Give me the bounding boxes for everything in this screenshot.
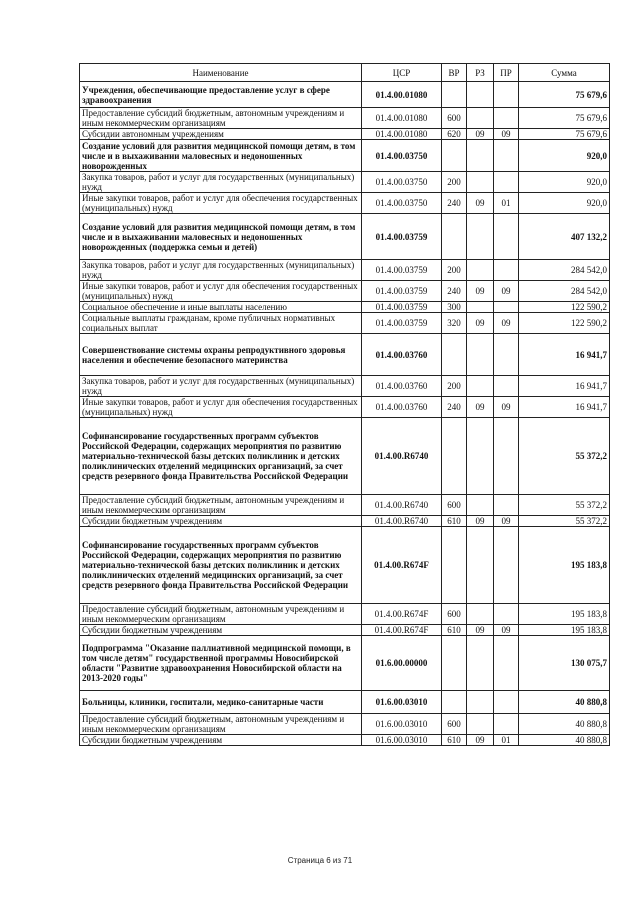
row-rz — [467, 376, 494, 397]
row-name: Создание условий для развития медицинской помощи детям, в том числе и в выхаживании маловесных и недоношенных новорожденных (поддержка семьи и детей) — [80, 214, 362, 260]
row-pr: 09 — [494, 516, 519, 527]
row-pr: 09 — [494, 625, 519, 636]
row-sum: 55 372,2 — [519, 495, 610, 516]
row-csr: 01.4.00.01080 — [362, 108, 442, 129]
row-vr: 600 — [442, 714, 467, 735]
row-rz: 09 — [467, 129, 494, 140]
header-pr: ПР — [494, 64, 519, 82]
row-name: Предоставление субсидий бюджетным, автономным учреждениям и иным некоммерческим организациям — [80, 495, 362, 516]
row-rz: 09 — [467, 281, 494, 302]
row-csr: 01.4.00.R674F — [362, 604, 442, 625]
table-row — [80, 140, 610, 172]
row-name: Социальное обеспечение и иные выплаты населению — [80, 302, 362, 313]
row-sum: 16 941,7 — [519, 334, 610, 376]
header-vr: ВР — [442, 64, 467, 82]
row-vr — [442, 691, 467, 714]
row-sum: 40 880,8 — [519, 714, 610, 735]
row-rz — [467, 418, 494, 495]
row-csr: 01.4.00.R674F — [362, 625, 442, 636]
row-rz — [467, 527, 494, 604]
row-pr: 09 — [494, 281, 519, 302]
row-pr — [494, 604, 519, 625]
row-vr — [442, 82, 467, 108]
row-pr — [494, 260, 519, 281]
table-row — [80, 193, 610, 214]
row-rz: 09 — [467, 193, 494, 214]
row-name: Софинансирование государственных программ субъектов Российской Федерации, содержащих мероприятия по развитию материально-технической базы детских поликлиник и детских поликлинических отделений медицинских организаций, за счет средств резервного фонда Правительства Российской Федерации — [80, 418, 362, 495]
row-csr: 01.4.00.R674F — [362, 527, 442, 604]
header-sum: Сумма — [519, 64, 610, 82]
row-name: Создание условий для развития медицинской помощи детям, в том числе и в выхаживании маловесных и недоношенных новорожденных — [80, 140, 362, 172]
row-pr: 01 — [494, 735, 519, 746]
row-csr: 01.6.00.03010 — [362, 735, 442, 746]
row-sum: 16 941,7 — [519, 376, 610, 397]
row-pr — [494, 108, 519, 129]
row-sum: 40 880,8 — [519, 691, 610, 714]
row-name: Социальные выплаты гражданам, кроме публичных нормативных социальных выплат — [80, 313, 362, 334]
row-name: Субсидии бюджетным учреждениям — [80, 625, 362, 636]
table-row — [80, 172, 610, 193]
row-vr: 240 — [442, 193, 467, 214]
table-row — [80, 334, 610, 376]
row-rz: 09 — [467, 625, 494, 636]
row-pr: 09 — [494, 313, 519, 334]
table-row — [80, 418, 610, 495]
row-name: Иные закупки товаров, работ и услуг для обеспечения государственных (муниципальных) нужд — [80, 193, 362, 214]
row-pr — [494, 82, 519, 108]
row-rz — [467, 172, 494, 193]
row-pr — [494, 334, 519, 376]
table-row — [80, 281, 610, 302]
row-rz — [467, 714, 494, 735]
row-sum: 75 679,6 — [519, 82, 610, 108]
row-csr: 01.4.00.R6740 — [362, 516, 442, 527]
row-rz: 09 — [467, 516, 494, 527]
row-csr: 01.4.00.03759 — [362, 313, 442, 334]
row-name: Субсидии бюджетным учреждениям — [80, 516, 362, 527]
row-vr: 200 — [442, 376, 467, 397]
row-rz — [467, 636, 494, 691]
row-name: Предоставление субсидий бюджетным, автономным учреждениям и иным некоммерческим организациям — [80, 714, 362, 735]
table-row — [80, 108, 610, 129]
row-csr: 01.6.00.00000 — [362, 636, 442, 691]
row-pr — [494, 140, 519, 172]
table-row — [80, 625, 610, 636]
row-name: Больницы, клиники, госпитали, медико-санитарные части — [80, 691, 362, 714]
row-pr: 01 — [494, 193, 519, 214]
row-rz: 09 — [467, 397, 494, 418]
page-footer: Страница 6 из 71 — [287, 856, 353, 865]
row-csr: 01.4.00.R6740 — [362, 495, 442, 516]
row-pr: 09 — [494, 397, 519, 418]
row-name: Закупка товаров, работ и услуг для государственных (муниципальных) нужд — [80, 260, 362, 281]
row-rz: 09 — [467, 313, 494, 334]
row-vr: 600 — [442, 604, 467, 625]
table-row — [80, 302, 610, 313]
row-sum: 920,0 — [519, 140, 610, 172]
row-vr: 610 — [442, 735, 467, 746]
table-row — [80, 82, 610, 108]
header-rz: РЗ — [467, 64, 494, 82]
row-pr — [494, 376, 519, 397]
row-rz — [467, 495, 494, 516]
table-row — [80, 691, 610, 714]
header-row — [80, 64, 610, 82]
row-sum: 16 941,7 — [519, 397, 610, 418]
row-sum: 920,0 — [519, 193, 610, 214]
row-pr — [494, 418, 519, 495]
row-pr — [494, 214, 519, 260]
row-vr: 240 — [442, 397, 467, 418]
table-row — [80, 636, 610, 691]
row-vr: 200 — [442, 172, 467, 193]
row-csr: 01.4.00.03759 — [362, 302, 442, 313]
row-vr: 320 — [442, 313, 467, 334]
row-sum: 40 880,8 — [519, 735, 610, 746]
row-vr: 300 — [442, 302, 467, 313]
table-row — [80, 604, 610, 625]
row-pr — [494, 636, 519, 691]
header-name: Наименование — [80, 64, 362, 82]
table-row — [80, 313, 610, 334]
row-rz — [467, 214, 494, 260]
row-vr — [442, 214, 467, 260]
row-name: Предоставление субсидий бюджетным, автономным учреждениям и иным некоммерческим организациям — [80, 604, 362, 625]
row-sum: 195 183,8 — [519, 625, 610, 636]
table-row — [80, 214, 610, 260]
row-vr: 600 — [442, 108, 467, 129]
table-row — [80, 129, 610, 140]
row-vr — [442, 527, 467, 604]
row-pr — [494, 714, 519, 735]
row-sum: 195 183,8 — [519, 527, 610, 604]
row-vr: 600 — [442, 495, 467, 516]
table-header — [80, 64, 610, 82]
table-row — [80, 527, 610, 604]
table-row — [80, 735, 610, 746]
row-rz: 09 — [467, 735, 494, 746]
row-sum: 284 542,0 — [519, 260, 610, 281]
row-vr: 620 — [442, 129, 467, 140]
row-rz — [467, 604, 494, 625]
row-vr — [442, 140, 467, 172]
row-vr: 240 — [442, 281, 467, 302]
row-csr: 01.4.00.01080 — [362, 129, 442, 140]
row-rz — [467, 334, 494, 376]
row-name: Учреждения, обеспечивающие предоставление услуг в сфере здравоохранения — [80, 82, 362, 108]
row-rz — [467, 82, 494, 108]
table-body — [80, 82, 610, 746]
row-rz — [467, 691, 494, 714]
row-sum: 75 679,6 — [519, 108, 610, 129]
row-name: Закупка товаров, работ и услуг для государственных (муниципальных) нужд — [80, 376, 362, 397]
row-name: Предоставление субсидий бюджетным, автономным учреждениям и иным некоммерческим организациям — [80, 108, 362, 129]
row-sum: 195 183,8 — [519, 604, 610, 625]
row-sum: 55 372,2 — [519, 418, 610, 495]
row-vr: 200 — [442, 260, 467, 281]
row-sum: 920,0 — [519, 172, 610, 193]
row-rz — [467, 302, 494, 313]
row-csr: 01.4.00.R6740 — [362, 418, 442, 495]
row-sum: 130 075,7 — [519, 636, 610, 691]
table-row — [80, 376, 610, 397]
row-csr: 01.4.00.03750 — [362, 140, 442, 172]
row-csr: 01.4.00.03760 — [362, 376, 442, 397]
row-rz — [467, 140, 494, 172]
row-sum: 284 542,0 — [519, 281, 610, 302]
table-row — [80, 714, 610, 735]
row-rz — [467, 108, 494, 129]
row-sum: 407 132,2 — [519, 214, 610, 260]
row-sum: 75 679,6 — [519, 129, 610, 140]
row-csr: 01.6.00.03010 — [362, 714, 442, 735]
row-pr: 09 — [494, 129, 519, 140]
row-csr: 01.4.00.03750 — [362, 193, 442, 214]
row-csr: 01.4.00.03759 — [362, 260, 442, 281]
row-sum: 122 590,2 — [519, 302, 610, 313]
row-name: Закупка товаров, работ и услуг для государственных (муниципальных) нужд — [80, 172, 362, 193]
row-pr — [494, 691, 519, 714]
row-vr — [442, 418, 467, 495]
row-vr — [442, 334, 467, 376]
row-name: Иные закупки товаров, работ и услуг для обеспечения государственных (муниципальных) нужд — [80, 397, 362, 418]
row-pr — [494, 527, 519, 604]
row-vr — [442, 636, 467, 691]
row-name: Подпрограмма "Оказание паллиативной медицинской помощи, в том числе детям" государственной программы Новосибирской области "Развитие здравоохранения Новосибирской области на 2013-2020 годы" — [80, 636, 362, 691]
row-sum: 55 372,2 — [519, 516, 610, 527]
budget-table — [79, 63, 610, 746]
row-name: Софинансирование государственных программ субъектов Российской Федерации, содержащих мероприятия по развитию материально-технической базы детских поликлиник и детских поликлинических отделений медицинских организаций, за счет средств резервного фонда Правительства Российской Федерации — [80, 527, 362, 604]
row-csr: 01.4.00.03760 — [362, 334, 442, 376]
row-rz — [467, 260, 494, 281]
table-row — [80, 495, 610, 516]
row-pr — [494, 495, 519, 516]
row-csr: 01.6.00.03010 — [362, 691, 442, 714]
table-row — [80, 260, 610, 281]
row-vr: 610 — [442, 516, 467, 527]
row-csr: 01.4.00.01080 — [362, 82, 442, 108]
row-name: Субсидии бюджетным учреждениям — [80, 735, 362, 746]
row-csr: 01.4.00.03759 — [362, 214, 442, 260]
table-row — [80, 397, 610, 418]
row-csr: 01.4.00.03760 — [362, 397, 442, 418]
row-name: Иные закупки товаров, работ и услуг для обеспечения государственных (муниципальных) нужд — [80, 281, 362, 302]
row-name: Субсидии автономным учреждениям — [80, 129, 362, 140]
row-sum: 122 590,2 — [519, 313, 610, 334]
header-csr: ЦСР — [362, 64, 442, 82]
row-name: Совершенствование системы охраны репродуктивного здоровья населения и обеспечение безопасного материнства — [80, 334, 362, 376]
row-vr: 610 — [442, 625, 467, 636]
row-csr: 01.4.00.03750 — [362, 172, 442, 193]
row-pr — [494, 172, 519, 193]
table-row — [80, 516, 610, 527]
row-pr — [494, 302, 519, 313]
row-csr: 01.4.00.03759 — [362, 281, 442, 302]
